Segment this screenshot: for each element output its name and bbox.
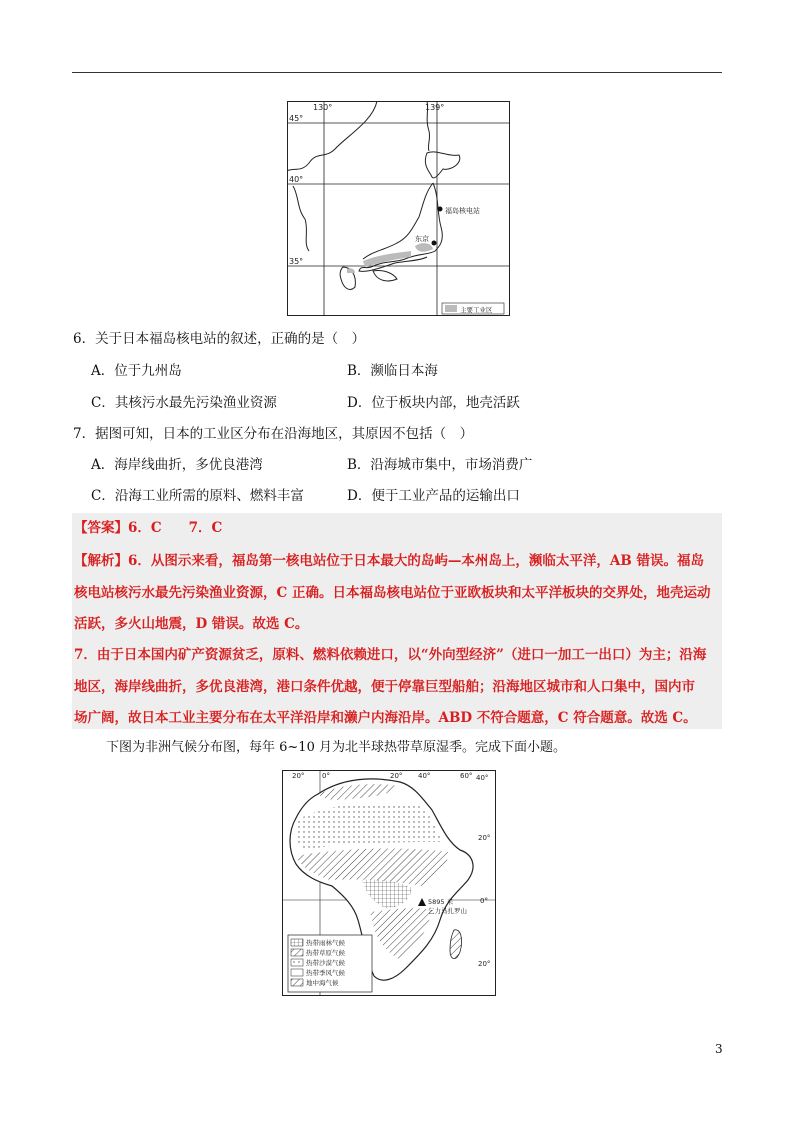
africa-lon-60e: 60°	[460, 772, 473, 780]
question-6-stem: 6．关于日本福岛核电站的叙述，正确的是（ ）	[73, 331, 366, 347]
analysis-line-6: 场广阔，故日本工业主要分布在太平洋沿岸和濑户内海沿岸。ABD 不符合题意，C 符合题意。故选 C。	[74, 710, 697, 726]
answer-line	[74, 518, 222, 538]
q6-option-c: C．其核污水最先污染渔业资源	[91, 395, 277, 411]
africa-lat-20s: 20°	[478, 960, 491, 968]
africa-lon-40e: 40°	[418, 772, 431, 780]
analysis-text-1: 6．从图示来看，福岛第一核电站位于日本最大的岛屿—本州岛上，濒临太平洋，AB 错误。福岛	[128, 553, 704, 569]
japan-map	[287, 101, 510, 316]
africa-lat-40n: 40°	[476, 774, 489, 782]
label-tokyo: 东京	[415, 235, 429, 243]
japan-legend: 主要工业区	[460, 306, 493, 314]
q7-option-a: A．海岸线曲折，多优良港湾	[91, 457, 263, 473]
label-fukushima: 福岛核电站	[445, 207, 480, 215]
q6-option-a: A．位于九州岛	[91, 363, 182, 379]
africa-lon-20w: 20°	[292, 772, 305, 780]
analysis-line-2: 核电站核污水最先污染渔业资源，C 正确。日本福岛核电站位于亚欧板块和太平洋板块的交界处，地壳运动	[74, 585, 711, 601]
q7-option-c: C．沿海工业所需的原料、燃料丰富	[91, 488, 304, 504]
japan-lat-40: 40°	[289, 175, 304, 184]
analysis-line-5: 地区，海岸线曲折，多优良港湾，港口条件优越，便于停靠巨型船舶；沿海地区城市和人口集中，国内市	[74, 679, 695, 695]
africa-lon-20e: 20°	[390, 772, 403, 780]
question-7-stem: 7．据图可知，日本的工业区分布在沿海地区，其原因不包括（ ）	[73, 426, 474, 442]
japan-lon-130: 130°	[313, 103, 333, 112]
q7-option-d: D．便于工业产品的运输出口	[347, 488, 520, 504]
japan-lat-45: 45°	[289, 114, 304, 123]
mountain-name: 乞力马扎罗山	[428, 907, 467, 915]
japan-lat-35: 35°	[289, 257, 304, 266]
mountain-height: 5895 米	[428, 898, 454, 906]
analysis-line-1	[74, 551, 704, 571]
legend-desert: 热带沙漠气候	[306, 959, 345, 967]
page-number: 3	[715, 1042, 723, 1056]
legend-mediterranean: 地中海气候	[306, 979, 339, 987]
africa-intro: 下图为非洲气候分布图，每年 6~10 月为北半球热带草原湿季。完成下面小题。	[106, 740, 566, 755]
africa-lat-20n: 20°	[478, 834, 491, 842]
legend-monsoon: 热带季风气候	[306, 969, 345, 977]
q6-option-b: B．濒临日本海	[347, 363, 438, 379]
africa-lon-0: 0°	[322, 772, 330, 780]
africa-map	[282, 770, 496, 996]
answer-text: 6．C 7．C	[128, 520, 223, 536]
answer-tag: 【答案】	[74, 520, 128, 536]
analysis-line-3: 活跃，多火山地震，D 错误。故选 C。	[74, 616, 309, 632]
legend-rainforest: 热带雨林气候	[306, 939, 345, 947]
header-rule	[72, 72, 722, 73]
legend-savanna: 热带草原气候	[306, 949, 345, 957]
q6-option-d: D．位于板块内部，地壳活跃	[347, 395, 520, 411]
africa-lat-0: 0°	[480, 897, 488, 905]
q7-option-b: B．沿海城市集中，市场消费广	[347, 457, 533, 473]
analysis-tag: 【解析】	[74, 553, 128, 569]
analysis-line-4: 7．由于日本国内矿产资源贫乏，原料、燃料依赖进口，以“外向型经济”（进口一加工一出口）为主；沿海	[74, 647, 707, 663]
japan-lon-139: 139°	[425, 103, 445, 112]
